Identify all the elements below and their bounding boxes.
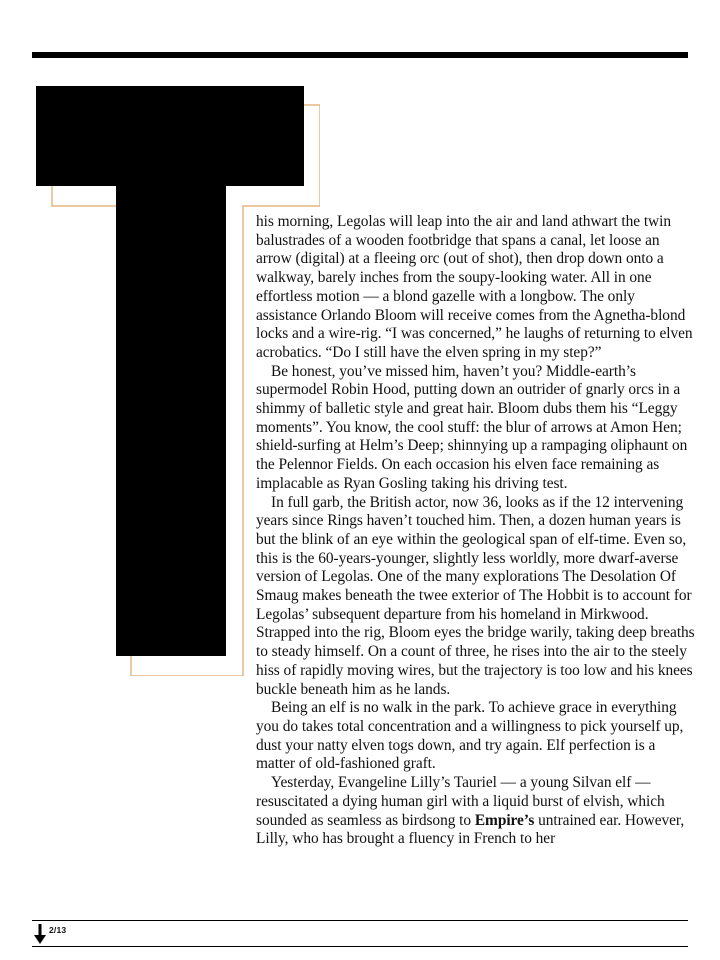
bottom-rule: [32, 946, 688, 947]
top-rule: [32, 52, 688, 58]
paragraph: [256, 774, 696, 849]
page-indicator: [34, 924, 66, 946]
paragraph: his morning, Legolas will leap into the air and land athwart the twin balustrades of a wooden footbridge that spans a canal, let loose an arrow (digital) at a fleeing orc (out of shot), then drop down onto a walkway, barely inches from the soupy-looking water. All in one effortless motion — a blond gazelle with a longbow. The only assistance Orlando Bloom will receive comes from the Agnetha-blond locks and a wire-rig. “I was concerned,” he laughs of returning to elven acrobatics. “Do I still have the elven spring in my step?”: [256, 213, 693, 361]
paragraph: Be honest, you’ve missed him, haven’t you? Middle-earth’s supermodel Robin Hood, putting down an outrider of gnarly orcs in a shimmy of balletic style and great hair. Bloom dubs them his “Leggy moments”. You know, the cool stuff: the blur of arrows at Amon Hen; shield-surfing at Helm’s Deep; shinnying up a rampaging oliphaunt on the Pelennor Fields. On each occasion his elven face remaining as implacable as Ryan Gosling taking his driving test.: [256, 362, 688, 492]
magazine-name: Empire’s: [474, 811, 535, 829]
paragraph: Being an elf is no walk in the park. To achieve grace in everything you do takes total concentration and a willingness to pick yourself up, dust your natty elven togs down, and try again. Elf perfection is a matter of old-fashioned graft.: [256, 699, 684, 773]
paragraph-text: untrained ear. However, Lilly, who has brought a fluency in French to her: [256, 811, 685, 848]
page-number: 2/13: [49, 925, 67, 935]
bottom-rule: [32, 920, 688, 921]
article-body: [256, 213, 696, 849]
paragraph: In full garb, the British actor, now 36, looks as if the 12 intervening years since Rings haven’t touched him. Then, a dozen human years is but the blink of an eye within the geological span of elf-time. Even so, this is the 60-years-younger, slightly less worldly, more dwarf-averse version of Legolas. One of the many explorations The Desolation Of Smaug makes beneath the twee exterior of The Hobbit is to account for Legolas’ subsequent departure from his homeland in Mirkwood. Strapped into the rig, Bloom eyes the bridge warily, taking deep breaths to steady himself. On a count of three, he rises into the air to the steely hiss of rapidly moving wires, but the trajectory is too low and his knees buckle beneath him as he lands.: [256, 493, 695, 698]
paragraph-text: Yesterday, Evangeline Lilly’s Tauriel — a young Silvan elf — resuscitated a dying human girl with a liquid burst of elvish, which sounded as seamless as birdsong to: [256, 774, 665, 829]
down-arrow-icon: [34, 924, 46, 944]
